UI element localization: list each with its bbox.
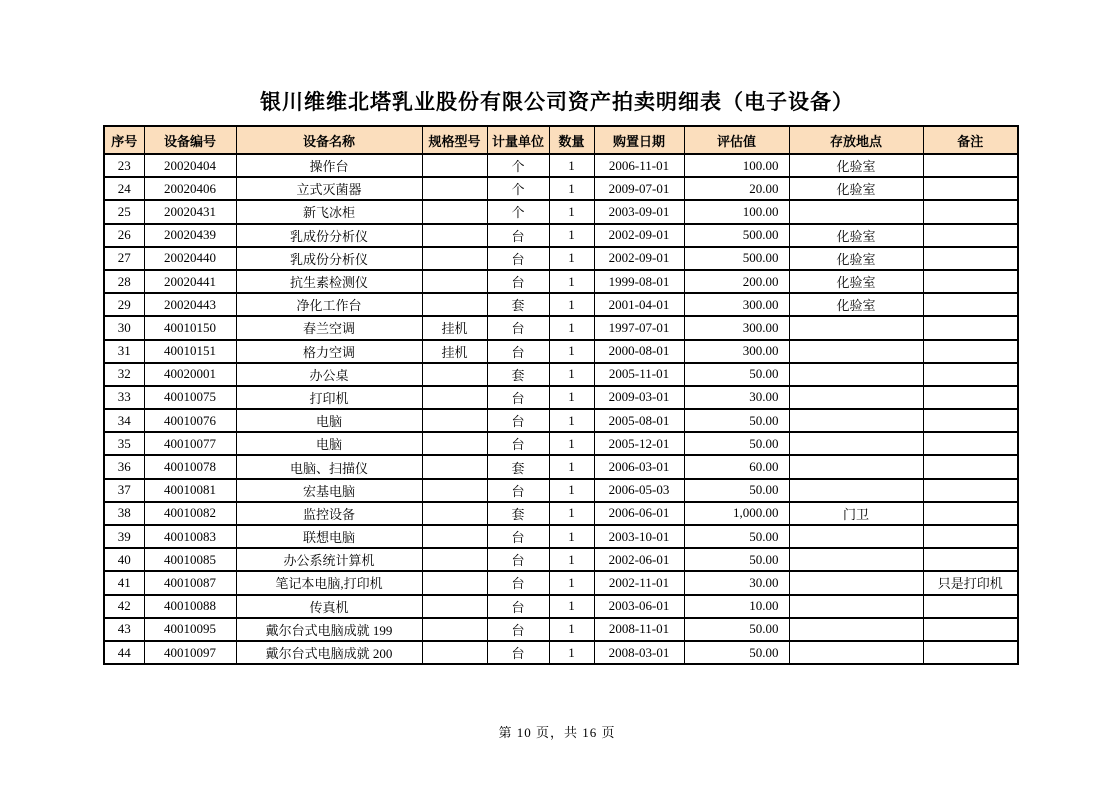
- column-header: 规格型号: [422, 126, 487, 154]
- cell: 1: [549, 340, 594, 363]
- cell: 套: [487, 363, 549, 386]
- table-row: [104, 363, 1018, 386]
- cell: 立式灭菌器: [236, 177, 422, 200]
- cell: 台: [487, 247, 549, 270]
- cell: 300.00: [684, 293, 789, 316]
- cell: 办公桌: [236, 363, 422, 386]
- cell: 2003-10-01: [594, 525, 684, 548]
- cell: 20.00: [684, 177, 789, 200]
- cell: [422, 502, 487, 525]
- cell: [923, 154, 1018, 177]
- cell: [789, 386, 923, 409]
- cell: [923, 502, 1018, 525]
- cell: 办公系统计算机: [236, 548, 422, 571]
- cell: 2008-11-01: [594, 618, 684, 641]
- cell: 2006-03-01: [594, 455, 684, 478]
- cell: 2002-11-01: [594, 571, 684, 594]
- table-row: [104, 340, 1018, 363]
- cell: 40010150: [144, 316, 236, 339]
- cell: 20020431: [144, 200, 236, 223]
- table-row: [104, 595, 1018, 618]
- cell: 60.00: [684, 455, 789, 478]
- cell: 2006-06-01: [594, 502, 684, 525]
- cell: 27: [104, 247, 144, 270]
- cell: [789, 525, 923, 548]
- cell: 台: [487, 432, 549, 455]
- cell: [422, 432, 487, 455]
- cell: 1: [549, 432, 594, 455]
- cell: 100.00: [684, 200, 789, 223]
- cell: [789, 479, 923, 502]
- column-header: 数量: [549, 126, 594, 154]
- cell: 20020404: [144, 154, 236, 177]
- cell: [422, 154, 487, 177]
- cell: [789, 409, 923, 432]
- cell: 20020440: [144, 247, 236, 270]
- cell: 化验室: [789, 177, 923, 200]
- cell: 门卫: [789, 502, 923, 525]
- table-row: [104, 409, 1018, 432]
- cell: [422, 200, 487, 223]
- cell: [422, 270, 487, 293]
- cell: 100.00: [684, 154, 789, 177]
- cell: 40: [104, 548, 144, 571]
- cell: 1997-07-01: [594, 316, 684, 339]
- table-body: [104, 154, 1018, 664]
- cell: [923, 224, 1018, 247]
- cell: 化验室: [789, 270, 923, 293]
- table-row: [104, 293, 1018, 316]
- cell: [923, 641, 1018, 664]
- cell: 50.00: [684, 479, 789, 502]
- column-header: 购置日期: [594, 126, 684, 154]
- cell: 29: [104, 293, 144, 316]
- cell: 格力空调: [236, 340, 422, 363]
- cell: 40010077: [144, 432, 236, 455]
- cell: [923, 293, 1018, 316]
- cell: 台: [487, 409, 549, 432]
- page-footer: 第 10 页，共 16 页: [498, 725, 616, 740]
- cell: 1: [549, 595, 594, 618]
- cell: [422, 618, 487, 641]
- cell: [923, 386, 1018, 409]
- cell: 化验室: [789, 224, 923, 247]
- cell: [923, 270, 1018, 293]
- table-row: [104, 224, 1018, 247]
- table-row: [104, 247, 1018, 270]
- cell: [923, 618, 1018, 641]
- cell: [923, 409, 1018, 432]
- cell: 1: [549, 571, 594, 594]
- cell: [789, 363, 923, 386]
- cell: 套: [487, 293, 549, 316]
- cell: 41: [104, 571, 144, 594]
- cell: 50.00: [684, 548, 789, 571]
- cell: [923, 247, 1018, 270]
- cell: 宏基电脑: [236, 479, 422, 502]
- cell: 40010085: [144, 548, 236, 571]
- cell: 新飞冰柜: [236, 200, 422, 223]
- cell: 1: [549, 200, 594, 223]
- column-header: 设备编号: [144, 126, 236, 154]
- cell: 1,000.00: [684, 502, 789, 525]
- table-row: [104, 316, 1018, 339]
- cell: 1: [549, 270, 594, 293]
- cell: 40010095: [144, 618, 236, 641]
- cell: 1: [549, 293, 594, 316]
- cell: [789, 618, 923, 641]
- cell: 24: [104, 177, 144, 200]
- column-header: 评估值: [684, 126, 789, 154]
- cell: [789, 316, 923, 339]
- table-row: [104, 455, 1018, 478]
- cell: [789, 548, 923, 571]
- cell: [422, 641, 487, 664]
- cell: 1: [549, 455, 594, 478]
- cell: 2003-06-01: [594, 595, 684, 618]
- cell: 操作台: [236, 154, 422, 177]
- cell: 30.00: [684, 571, 789, 594]
- cell: [789, 340, 923, 363]
- cell: [923, 432, 1018, 455]
- cell: 电脑、扫描仪: [236, 455, 422, 478]
- cell: 20020439: [144, 224, 236, 247]
- cell: 台: [487, 386, 549, 409]
- cell: [789, 200, 923, 223]
- cell: 1: [549, 247, 594, 270]
- cell: 1: [549, 502, 594, 525]
- cell: 乳成份分析仪: [236, 224, 422, 247]
- cell: 台: [487, 224, 549, 247]
- cell: 50.00: [684, 363, 789, 386]
- cell: 春兰空调: [236, 316, 422, 339]
- cell: 40010076: [144, 409, 236, 432]
- table-row: [104, 641, 1018, 664]
- cell: [422, 525, 487, 548]
- cell: 台: [487, 525, 549, 548]
- cell: [923, 548, 1018, 571]
- cell: 25: [104, 200, 144, 223]
- column-header: 备注: [923, 126, 1018, 154]
- table-header: [104, 126, 1018, 154]
- cell: 化验室: [789, 154, 923, 177]
- cell: 台: [487, 270, 549, 293]
- page-title: 银川维维北塔乳业股份有限公司资产拍卖明细表（电子设备）: [260, 91, 854, 114]
- cell: 31: [104, 340, 144, 363]
- cell: [923, 200, 1018, 223]
- table-row: [104, 618, 1018, 641]
- cell: 套: [487, 502, 549, 525]
- cell: 台: [487, 641, 549, 664]
- column-header: 序号: [104, 126, 144, 154]
- cell: 40010151: [144, 340, 236, 363]
- table-row: [104, 525, 1018, 548]
- cell: [789, 641, 923, 664]
- cell: 台: [487, 548, 549, 571]
- table-row: [104, 200, 1018, 223]
- cell: [923, 595, 1018, 618]
- cell: 40010083: [144, 525, 236, 548]
- table-row: [104, 177, 1018, 200]
- cell: [422, 293, 487, 316]
- cell: [923, 479, 1018, 502]
- cell: 40010082: [144, 502, 236, 525]
- cell: 2002-09-01: [594, 224, 684, 247]
- cell: 42: [104, 595, 144, 618]
- column-header: 设备名称: [236, 126, 422, 154]
- cell: 37: [104, 479, 144, 502]
- cell: 50.00: [684, 641, 789, 664]
- cell: 台: [487, 618, 549, 641]
- cell: 化验室: [789, 293, 923, 316]
- cell: 挂机: [422, 340, 487, 363]
- cell: [422, 409, 487, 432]
- cell: 台: [487, 316, 549, 339]
- cell: [923, 340, 1018, 363]
- cell: 33: [104, 386, 144, 409]
- table-row: [104, 502, 1018, 525]
- cell: 传真机: [236, 595, 422, 618]
- cell: 300.00: [684, 316, 789, 339]
- cell: 2000-08-01: [594, 340, 684, 363]
- header-row: [104, 126, 1018, 154]
- cell: 挂机: [422, 316, 487, 339]
- cell: [923, 177, 1018, 200]
- cell: 40010075: [144, 386, 236, 409]
- cell: 个: [487, 154, 549, 177]
- cell: 50.00: [684, 432, 789, 455]
- cell: 43: [104, 618, 144, 641]
- cell: [422, 363, 487, 386]
- cell: 44: [104, 641, 144, 664]
- cell: 台: [487, 479, 549, 502]
- cell: 2005-08-01: [594, 409, 684, 432]
- cell: 200.00: [684, 270, 789, 293]
- cell: 1: [549, 224, 594, 247]
- cell: 1: [549, 177, 594, 200]
- cell: 台: [487, 571, 549, 594]
- cell: 2003-09-01: [594, 200, 684, 223]
- cell: 抗生素检测仪: [236, 270, 422, 293]
- cell: 36: [104, 455, 144, 478]
- cell: [422, 548, 487, 571]
- cell: 台: [487, 595, 549, 618]
- asset-table: [103, 125, 1019, 665]
- cell: 34: [104, 409, 144, 432]
- cell: 40010087: [144, 571, 236, 594]
- cell: 净化工作台: [236, 293, 422, 316]
- cell: 30.00: [684, 386, 789, 409]
- cell: [923, 363, 1018, 386]
- cell: 1: [549, 363, 594, 386]
- cell: 监控设备: [236, 502, 422, 525]
- cell: 2009-07-01: [594, 177, 684, 200]
- cell: [422, 455, 487, 478]
- cell: 个: [487, 200, 549, 223]
- cell: 40010081: [144, 479, 236, 502]
- cell: [422, 595, 487, 618]
- cell: 乳成份分析仪: [236, 247, 422, 270]
- cell: [422, 479, 487, 502]
- column-header: 计量单位: [487, 126, 549, 154]
- cell: 500.00: [684, 224, 789, 247]
- cell: [789, 455, 923, 478]
- table-row: [104, 154, 1018, 177]
- cell: [923, 455, 1018, 478]
- cell: [422, 571, 487, 594]
- cell: [789, 571, 923, 594]
- cell: 30: [104, 316, 144, 339]
- cell: 只是打印机: [923, 571, 1018, 594]
- cell: 40010097: [144, 641, 236, 664]
- table-row: [104, 548, 1018, 571]
- cell: [923, 525, 1018, 548]
- column-header: 存放地点: [789, 126, 923, 154]
- cell: 40010088: [144, 595, 236, 618]
- cell: 1999-08-01: [594, 270, 684, 293]
- cell: [789, 595, 923, 618]
- cell: 20020443: [144, 293, 236, 316]
- cell: 套: [487, 455, 549, 478]
- cell: 打印机: [236, 386, 422, 409]
- cell: 个: [487, 177, 549, 200]
- cell: 电脑: [236, 409, 422, 432]
- cell: 39: [104, 525, 144, 548]
- cell: 26: [104, 224, 144, 247]
- cell: 联想电脑: [236, 525, 422, 548]
- cell: 1: [549, 409, 594, 432]
- cell: 2001-04-01: [594, 293, 684, 316]
- cell: 2002-06-01: [594, 548, 684, 571]
- cell: 32: [104, 363, 144, 386]
- cell: 28: [104, 270, 144, 293]
- cell: 戴尔台式电脑成就 200: [236, 641, 422, 664]
- cell: 2008-03-01: [594, 641, 684, 664]
- cell: 电脑: [236, 432, 422, 455]
- cell: 1: [549, 548, 594, 571]
- cell: 笔记本电脑,打印机: [236, 571, 422, 594]
- cell: 2002-09-01: [594, 247, 684, 270]
- cell: 2006-05-03: [594, 479, 684, 502]
- cell: 1: [549, 386, 594, 409]
- cell: [789, 432, 923, 455]
- cell: 2006-11-01: [594, 154, 684, 177]
- cell: [422, 247, 487, 270]
- cell: 38: [104, 502, 144, 525]
- cell: [422, 386, 487, 409]
- cell: 台: [487, 340, 549, 363]
- cell: 50.00: [684, 409, 789, 432]
- cell: 1: [549, 641, 594, 664]
- cell: 1: [549, 316, 594, 339]
- cell: 35: [104, 432, 144, 455]
- cell: 20020441: [144, 270, 236, 293]
- table-row: [104, 571, 1018, 594]
- cell: 40010078: [144, 455, 236, 478]
- table-row: [104, 479, 1018, 502]
- cell: 1: [549, 479, 594, 502]
- cell: 戴尔台式电脑成就 199: [236, 618, 422, 641]
- table-row: [104, 386, 1018, 409]
- cell: 2005-12-01: [594, 432, 684, 455]
- cell: 500.00: [684, 247, 789, 270]
- table-row: [104, 432, 1018, 455]
- cell: [923, 316, 1018, 339]
- cell: [422, 224, 487, 247]
- cell: 50.00: [684, 525, 789, 548]
- cell: 化验室: [789, 247, 923, 270]
- cell: 40020001: [144, 363, 236, 386]
- table-row: [104, 270, 1018, 293]
- cell: 2005-11-01: [594, 363, 684, 386]
- cell: 10.00: [684, 595, 789, 618]
- cell: 23: [104, 154, 144, 177]
- cell: 300.00: [684, 340, 789, 363]
- cell: 1: [549, 525, 594, 548]
- cell: 50.00: [684, 618, 789, 641]
- cell: 1: [549, 618, 594, 641]
- cell: 20020406: [144, 177, 236, 200]
- cell: 1: [549, 154, 594, 177]
- cell: [422, 177, 487, 200]
- cell: 2009-03-01: [594, 386, 684, 409]
